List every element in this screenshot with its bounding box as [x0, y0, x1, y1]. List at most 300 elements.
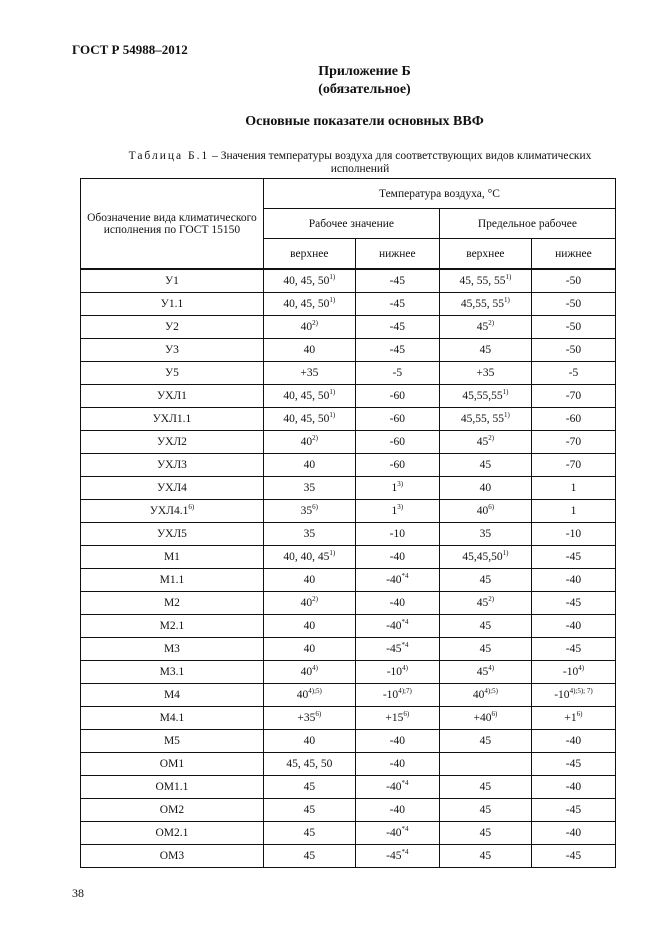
cell-limit-upper	[439, 454, 531, 477]
appendix-title: Приложение Б	[318, 64, 411, 79]
cell-limit-upper	[439, 638, 531, 661]
cell-designation	[81, 638, 264, 661]
cell-value: 45, 55, 55	[459, 275, 506, 287]
cell-working-upper	[263, 408, 355, 431]
cell-value: -45	[565, 551, 582, 563]
table-row	[81, 638, 616, 661]
cell-designation	[81, 293, 264, 316]
table-row	[81, 385, 616, 408]
cell-value: У1	[164, 275, 179, 287]
cell-limit-lower	[531, 638, 615, 661]
cell-working-lower	[355, 638, 439, 661]
cell-limit-lower	[531, 454, 615, 477]
cell-limit-lower	[531, 684, 615, 707]
cell-limit-lower	[531, 569, 615, 592]
cell-value: -45	[565, 804, 582, 816]
cell-value: 45	[479, 781, 492, 793]
cell-value: М5	[163, 735, 180, 747]
cell-value: М4	[163, 689, 180, 701]
cell-value: -40	[386, 827, 402, 839]
cell-working-upper	[263, 569, 355, 592]
cell-value: -40	[565, 574, 582, 586]
cell-limit-upper	[439, 293, 531, 316]
footnote-mark: 6)	[315, 710, 322, 718]
footnote-mark: *4	[401, 641, 409, 649]
cell-working-lower	[355, 454, 439, 477]
cell-value: -10	[565, 528, 582, 540]
cell-value: УХЛ5	[156, 528, 187, 540]
cell-value: 45	[303, 827, 316, 839]
cell-value: -45	[565, 758, 582, 770]
cell-limit-lower	[531, 546, 615, 569]
footnote-mark: 2)	[312, 595, 318, 603]
footnote-mark: 4);5); 7)	[569, 687, 593, 695]
cell-value: УХЛ1.1	[152, 413, 192, 425]
cell-value: ОМ2	[159, 804, 185, 816]
cell-value: 45	[303, 804, 316, 816]
cell-designation	[81, 523, 264, 546]
cell-value: 45	[479, 574, 492, 586]
cell-working-lower	[355, 408, 439, 431]
cell-working-upper	[263, 454, 355, 477]
cell-value: +15	[385, 712, 404, 724]
cell-limit-upper	[439, 707, 531, 730]
cell-working-upper	[263, 638, 355, 661]
footnote-mark: *4	[401, 618, 409, 626]
cell-value: -60	[389, 413, 405, 425]
cell-value: -45	[386, 850, 402, 862]
cell-value: 45	[479, 850, 492, 862]
cell-working-lower	[355, 569, 439, 592]
cell-designation	[81, 408, 264, 431]
cell-working-upper	[263, 799, 355, 822]
cell-working-lower	[355, 661, 439, 684]
footnote-mark: 1)	[329, 411, 336, 419]
cell-working-upper	[263, 615, 355, 638]
cell-value: 40	[303, 459, 316, 471]
cell-working-upper	[263, 684, 355, 707]
table-caption-text: – Значения температуры воздуха для соответствующих видов климатических исполнений	[209, 150, 592, 175]
cell-value: +35	[476, 367, 495, 379]
footnote-mark: 2)	[312, 434, 318, 442]
cell-limit-upper	[439, 592, 531, 615]
cell-value: ОМ2.1	[155, 827, 189, 839]
footnote-mark: 4)	[402, 664, 408, 672]
cell-value: М2.1	[159, 620, 185, 632]
cell-working-lower	[355, 362, 439, 385]
cell-working-lower	[355, 385, 439, 408]
cell-designation	[81, 776, 264, 799]
cell-working-lower	[355, 546, 439, 569]
footnote-mark: 4)	[312, 664, 318, 672]
cell-value: УХЛ4	[156, 482, 187, 494]
cell-designation	[81, 269, 264, 293]
cell-value: -45	[389, 344, 405, 356]
table-row	[81, 776, 616, 799]
cell-limit-lower	[531, 845, 615, 868]
header-working-value: Рабочее значение	[263, 209, 439, 239]
cell-value: 45	[479, 804, 492, 816]
cell-working-lower	[355, 776, 439, 799]
cell-value: -5	[568, 367, 579, 379]
cell-working-lower	[355, 753, 439, 776]
footnote-mark: 6)	[491, 710, 498, 718]
cell-limit-upper	[439, 339, 531, 362]
cell-limit-upper	[439, 408, 531, 431]
table-row	[81, 684, 616, 707]
footnote-mark: 6)	[188, 503, 195, 511]
table-row	[81, 477, 616, 500]
footnote-mark: 6)	[403, 710, 410, 718]
header-limit-upper: верхнее	[439, 239, 531, 270]
cell-designation	[81, 477, 264, 500]
cell-value: 40	[300, 666, 313, 678]
cell-working-upper	[263, 730, 355, 753]
header-designation: Обозначение вида климатического исполнения по ГОСТ 15150	[81, 179, 264, 270]
footnote-mark: 1)	[329, 296, 336, 304]
cell-designation	[81, 684, 264, 707]
cell-working-upper	[263, 592, 355, 615]
cell-value: ОМ3	[159, 850, 185, 862]
footnote-mark: *4	[401, 572, 409, 580]
cell-working-upper	[263, 362, 355, 385]
footnote-mark: 1)	[502, 549, 509, 557]
cell-value: -60	[389, 390, 405, 402]
cell-value: 1	[570, 505, 577, 517]
table-row	[81, 362, 616, 385]
cell-designation	[81, 362, 264, 385]
cell-value: 45,55,55	[462, 390, 503, 402]
cell-value: ОМ1	[159, 758, 185, 770]
cell-working-upper	[263, 477, 355, 500]
cell-value: У3	[164, 344, 179, 356]
table-row	[81, 316, 616, 339]
cell-value: -5	[392, 367, 403, 379]
cell-designation	[81, 454, 264, 477]
cell-value: 1	[391, 505, 398, 517]
cell-value: УХЛ3	[156, 459, 187, 471]
temperature-table	[80, 178, 616, 868]
cell-value: -10	[382, 689, 399, 701]
cell-value: -50	[565, 275, 582, 287]
cell-limit-lower	[531, 730, 615, 753]
cell-limit-upper	[439, 477, 531, 500]
cell-limit-lower	[531, 293, 615, 316]
cell-value: -50	[565, 344, 582, 356]
page-number: 38	[72, 886, 84, 900]
cell-limit-lower	[531, 592, 615, 615]
footnote-mark: 4);5)	[308, 687, 322, 695]
cell-value: -45	[389, 275, 405, 287]
cell-limit-lower	[531, 269, 615, 293]
cell-limit-upper	[439, 776, 531, 799]
cell-value: 40	[303, 574, 316, 586]
header-air-temperature: Температура воздуха, °С	[263, 179, 615, 209]
cell-value: -70	[565, 459, 582, 471]
cell-value: М1	[163, 551, 180, 563]
cell-value: 45	[479, 827, 492, 839]
cell-value: 40	[303, 735, 316, 747]
cell-value: -10	[386, 666, 403, 678]
cell-value: -45	[386, 643, 402, 655]
cell-limit-upper	[439, 500, 531, 523]
cell-limit-lower	[531, 477, 615, 500]
cell-value: 45,55, 55	[460, 413, 505, 425]
cell-designation	[81, 431, 264, 454]
footnote-mark: 1)	[329, 549, 336, 557]
cell-value: 40	[303, 643, 316, 655]
cell-value: 45	[476, 436, 489, 448]
cell-value: У2	[164, 321, 179, 333]
footnote-mark: *4	[401, 779, 409, 787]
cell-designation	[81, 500, 264, 523]
cell-value: -70	[565, 390, 582, 402]
cell-value: 45	[476, 666, 489, 678]
cell-value: -40	[386, 620, 402, 632]
cell-value: 35	[303, 482, 316, 494]
cell-value: -45	[565, 850, 582, 862]
cell-working-lower	[355, 822, 439, 845]
cell-value: -40	[386, 574, 402, 586]
cell-working-upper	[263, 546, 355, 569]
cell-value: -40	[389, 804, 405, 816]
cell-working-upper	[263, 500, 355, 523]
cell-value: -10	[562, 666, 579, 678]
cell-designation	[81, 546, 264, 569]
cell-limit-upper	[439, 661, 531, 684]
cell-designation	[81, 661, 264, 684]
table-row	[81, 454, 616, 477]
cell-working-upper	[263, 845, 355, 868]
cell-value: -40	[389, 758, 405, 770]
cell-designation	[81, 730, 264, 753]
cell-value: 35	[479, 528, 492, 540]
table-row	[81, 822, 616, 845]
cell-limit-lower	[531, 385, 615, 408]
cell-value: 45	[479, 459, 492, 471]
cell-value: 40, 45, 50	[283, 275, 330, 287]
cell-working-lower	[355, 293, 439, 316]
table-row	[81, 293, 616, 316]
cell-working-upper	[263, 707, 355, 730]
cell-limit-lower	[531, 523, 615, 546]
appendix-subtitle: (обязательное)	[318, 82, 411, 97]
cell-designation	[81, 569, 264, 592]
cell-limit-lower	[531, 316, 615, 339]
cell-working-upper	[263, 661, 355, 684]
table-row	[81, 408, 616, 431]
cell-limit-lower	[531, 753, 615, 776]
cell-limit-upper	[439, 431, 531, 454]
cell-value: 45	[303, 850, 316, 862]
cell-value: 40, 45, 50	[283, 390, 330, 402]
header-limit-working: Предельное рабочее	[439, 209, 615, 239]
cell-limit-upper	[439, 385, 531, 408]
cell-value: -10	[389, 528, 405, 540]
cell-limit-lower	[531, 339, 615, 362]
table-row	[81, 615, 616, 638]
cell-value: 45	[479, 344, 492, 356]
cell-value: -40	[389, 597, 405, 609]
table-row	[81, 569, 616, 592]
cell-value: -40	[386, 781, 402, 793]
cell-value: ОМ1.1	[155, 781, 189, 793]
cell-value: У1.1	[160, 298, 184, 310]
cell-working-upper	[263, 776, 355, 799]
header-working-upper: верхнее	[263, 239, 355, 270]
footnote-mark: 4)	[488, 664, 495, 672]
cell-working-lower	[355, 339, 439, 362]
cell-limit-lower	[531, 431, 615, 454]
cell-working-lower	[355, 684, 439, 707]
cell-value: -45	[389, 321, 405, 333]
cell-limit-lower	[531, 661, 615, 684]
header-working-lower: нижнее	[355, 239, 439, 270]
cell-value: -40	[565, 827, 582, 839]
cell-limit-lower	[531, 799, 615, 822]
header-limit-lower: нижнее	[531, 239, 615, 270]
cell-value: 40	[296, 689, 309, 701]
cell-value: 40	[472, 689, 485, 701]
cell-working-lower	[355, 615, 439, 638]
cell-designation	[81, 845, 264, 868]
section-title: Основные показатели основных ВВФ	[245, 114, 484, 129]
cell-working-lower	[355, 730, 439, 753]
cell-value: -70	[565, 436, 582, 448]
cell-working-upper	[263, 293, 355, 316]
cell-value: 40	[476, 505, 489, 517]
table-row	[81, 753, 616, 776]
cell-value: +35	[297, 712, 316, 724]
cell-working-upper	[263, 753, 355, 776]
cell-value: +1	[564, 712, 577, 724]
cell-working-lower	[355, 799, 439, 822]
cell-limit-lower	[531, 615, 615, 638]
footnote-mark: 2)	[312, 319, 318, 327]
footnote-mark: 6)	[312, 503, 318, 511]
cell-limit-lower	[531, 408, 615, 431]
cell-value: УХЛ4.1	[149, 505, 189, 517]
cell-value: 40, 45, 50	[283, 413, 330, 425]
cell-limit-upper	[439, 362, 531, 385]
cell-value: -60	[389, 459, 405, 471]
cell-working-lower	[355, 707, 439, 730]
cell-value: 40	[479, 482, 492, 494]
cell-value: 40, 40, 45	[283, 551, 330, 563]
footnote-mark: 1)	[329, 273, 336, 281]
cell-value: -40	[565, 735, 582, 747]
cell-limit-upper	[439, 523, 531, 546]
cell-value: 45	[476, 597, 489, 609]
footnote-mark: 1)	[504, 411, 510, 419]
cell-value: 45	[303, 781, 316, 793]
table-row	[81, 269, 616, 293]
cell-value: 40	[300, 597, 313, 609]
cell-value: -40	[389, 735, 405, 747]
cell-value: М1.1	[159, 574, 185, 586]
footnote-mark: 1)	[329, 388, 336, 396]
footnote-mark: 4)	[578, 664, 585, 672]
table-row	[81, 339, 616, 362]
cell-limit-upper	[439, 753, 531, 776]
standard-designation: ГОСТ Р 54988–2012	[72, 42, 188, 57]
cell-working-upper	[263, 269, 355, 293]
cell-value: -50	[565, 298, 582, 310]
footnote-mark: 3)	[397, 480, 404, 488]
footnote-mark: 4);5)	[484, 687, 498, 695]
cell-working-lower	[355, 269, 439, 293]
table-body	[81, 269, 616, 868]
cell-working-lower	[355, 500, 439, 523]
footnote-mark: 2)	[488, 319, 495, 327]
table-row	[81, 500, 616, 523]
cell-designation	[81, 822, 264, 845]
cell-value: -60	[565, 413, 582, 425]
cell-value: -45	[565, 643, 582, 655]
cell-value: +40	[473, 712, 492, 724]
cell-value: 1	[570, 482, 577, 494]
cell-value: 40	[300, 321, 313, 333]
table-row	[81, 546, 616, 569]
table-row	[81, 730, 616, 753]
cell-value: 40	[303, 344, 316, 356]
cell-working-lower	[355, 316, 439, 339]
footnote-mark: 2)	[488, 595, 495, 603]
cell-value: -50	[565, 321, 582, 333]
cell-working-lower	[355, 431, 439, 454]
table-row	[81, 707, 616, 730]
cell-value: 45	[479, 620, 492, 632]
cell-value: +35	[300, 367, 319, 379]
cell-limit-upper	[439, 546, 531, 569]
cell-designation	[81, 316, 264, 339]
footnote-mark: 1)	[504, 296, 510, 304]
footnote-mark: 6)	[488, 503, 495, 511]
footnote-mark: 6)	[576, 710, 583, 718]
table-caption	[100, 150, 620, 176]
cell-working-lower	[355, 477, 439, 500]
cell-designation	[81, 339, 264, 362]
cell-limit-lower	[531, 776, 615, 799]
table-row	[81, 592, 616, 615]
footnote-mark: *4	[401, 848, 409, 856]
cell-value: М3.1	[159, 666, 185, 678]
cell-value: 45	[479, 643, 492, 655]
cell-limit-upper	[439, 316, 531, 339]
cell-working-upper	[263, 431, 355, 454]
table-row	[81, 661, 616, 684]
cell-value: 45,45,50	[462, 551, 503, 563]
cell-value: У5	[164, 367, 179, 379]
footnote-mark: 3)	[397, 503, 404, 511]
cell-value: 45, 45, 50	[286, 758, 333, 770]
cell-limit-upper	[439, 684, 531, 707]
cell-value: -10	[554, 689, 570, 701]
cell-value: 35	[300, 505, 313, 517]
table-row	[81, 845, 616, 868]
cell-limit-upper	[439, 269, 531, 293]
table-row	[81, 523, 616, 546]
footnote-mark: *4	[401, 825, 409, 833]
cell-designation	[81, 615, 264, 638]
cell-value: 40, 45, 50	[283, 298, 330, 310]
footnote-mark: 1)	[505, 273, 512, 281]
cell-value: УХЛ2	[156, 436, 187, 448]
cell-limit-lower	[531, 822, 615, 845]
cell-value: 45	[476, 321, 489, 333]
cell-value: 40	[303, 620, 316, 632]
cell-value: 1	[391, 482, 398, 494]
